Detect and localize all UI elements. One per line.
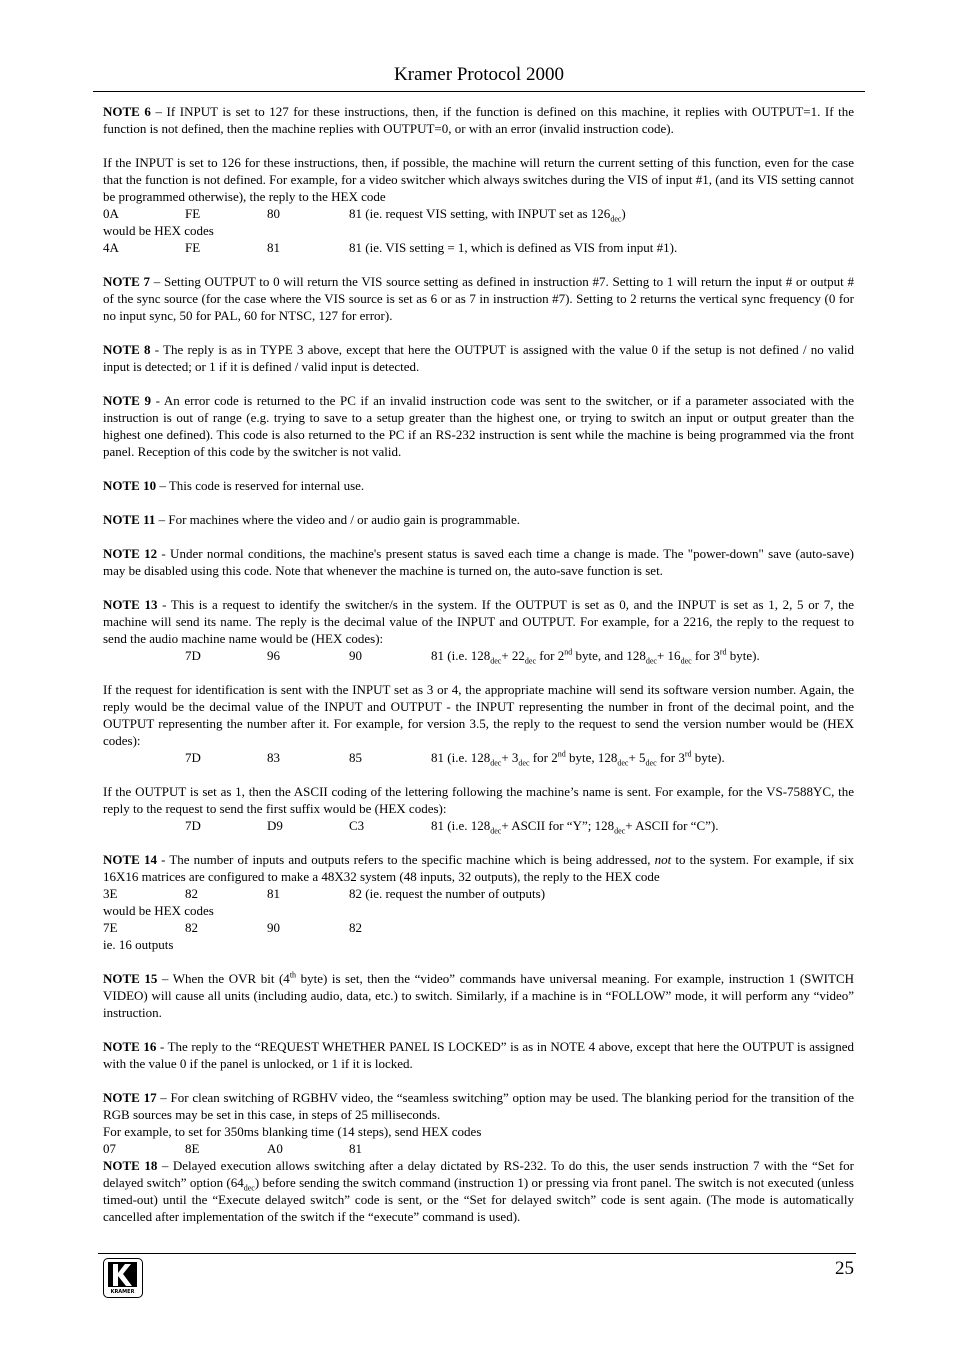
kramer-logo bbox=[103, 1258, 143, 1298]
note-label: NOTE 7 bbox=[103, 274, 151, 289]
note-13 bbox=[103, 596, 854, 647]
kramer-logo-icon bbox=[104, 1259, 141, 1296]
page-number: 25 bbox=[835, 1258, 854, 1279]
hex-cell: 0A bbox=[103, 206, 119, 221]
note-label: NOTE 8 bbox=[103, 342, 151, 357]
hex-explanation: 81 (i.e. $128_{dec}+ 3_{dec}$ for 2nd byte, $128_{dec}+ 5_{dec}$ for 3rd byte). bbox=[431, 749, 725, 768]
hex-cell: A0 bbox=[267, 1141, 283, 1156]
emphasis: not bbox=[654, 852, 672, 867]
note-label: NOTE 10 bbox=[103, 478, 157, 493]
note-text: – For machines where the video and / or audio gain is programmable. bbox=[155, 512, 520, 527]
note-8 bbox=[103, 341, 854, 375]
note-label: NOTE 14 bbox=[103, 852, 157, 867]
hex-row bbox=[185, 647, 854, 664]
hex-cell: 82 bbox=[185, 886, 198, 901]
note-label: NOTE 12 bbox=[103, 546, 158, 561]
hex-cell: 7D bbox=[185, 818, 201, 833]
hex-row bbox=[185, 817, 854, 834]
hex-cell: 3E bbox=[103, 886, 118, 901]
would-be-text: would be HEX codes bbox=[103, 903, 214, 918]
hex-cell: 7E bbox=[103, 920, 118, 935]
document-body bbox=[103, 103, 854, 1225]
note-7 bbox=[103, 273, 854, 324]
hex-cell: FE bbox=[185, 240, 201, 255]
note-text: - Under normal conditions, the machine's present status is saved each time a change is made. The "power-down" save (auto-save) may be disabled using this code. Note that whenever the machine is turned on, the auto-save function is set. bbox=[103, 546, 854, 578]
note-12 bbox=[103, 545, 854, 579]
hex-cell: D9 bbox=[267, 818, 283, 833]
note-label: NOTE 13 bbox=[103, 597, 158, 612]
note-text: – For clean switching of RGBHV video, the “seamless switching” option may be used. The blanking period for the transition of the RGB sources may be set in this case, in steps of 25 milliseconds. bbox=[103, 1090, 854, 1122]
note-14 bbox=[103, 851, 854, 885]
hex-explanation: 81 (ie. VIS setting = 1, which is defined as VIS from input #1). bbox=[349, 240, 678, 255]
hex-explanation: 81 (ie. request VIS setting, with INPUT set as $126_{dec}$) bbox=[349, 206, 626, 224]
note-16 bbox=[103, 1038, 854, 1072]
hex-cell: 90 bbox=[349, 648, 362, 663]
note-label: NOTE 18 bbox=[103, 1158, 158, 1173]
footer-divider bbox=[98, 1253, 856, 1254]
note-text: - The reply to the “REQUEST WHETHER PANEL IS LOCKED” is as in NOTE 4 above, except that here the OUTPUT is assigned with the value 0 if the panel is unlocked, or 1 if it is locked. bbox=[103, 1039, 854, 1071]
hex-explanation: 81 (i.e. $128_{dec}+$ ASCII for “Y”; $128_{dec}+$ ASCII for “C”). bbox=[431, 818, 719, 836]
note-label: NOTE 15 bbox=[103, 971, 158, 986]
note-text: – If INPUT is set to 127 for these instructions, then, if the function is defined on this machine, it replies with OUTPUT=1. If the function is not defined, then the machine replies with OUTPUT=0, or with an error (invalid instruction code). bbox=[103, 104, 854, 136]
hex-cell: 96 bbox=[267, 648, 280, 663]
hex-cell: 8E bbox=[185, 1141, 200, 1156]
hex-cell: 83 bbox=[267, 750, 280, 765]
note-18 bbox=[103, 1157, 854, 1225]
note-17 bbox=[103, 1089, 854, 1123]
hex-cell: 81 bbox=[349, 1141, 362, 1156]
hex-cell: 80 bbox=[267, 206, 280, 221]
note-text: to the system. For example, if six 16X16 matrices are configured to make a 48X32 system (48 inputs, 32 outputs), the reply to the HEX code bbox=[103, 852, 854, 884]
note-17-example: For example, to set for 350ms blanking time (14 steps), send HEX codes bbox=[103, 1124, 482, 1139]
note-6 bbox=[103, 103, 854, 137]
note-15 bbox=[103, 970, 854, 1021]
note-13-paragraph-3: If the OUTPUT is set as 1, then the ASCII coding of the lettering following the machine’s name is sent. For example, for the VS-7588YC, the reply to the request to send the first suffix would be (HEX codes): bbox=[103, 784, 854, 816]
note-text: – Setting OUTPUT to 0 will return the VIS source setting as defined in instruction #7. Setting to 1 will return the input # or output # of the sync source (for the case where the VIS source is set as 6 or as 7 in instruction #7). Setting to 2 returns the vertical sync frequency (0 for no input sync, 50 for PAL, 60 for NTSC, 127 for error). bbox=[103, 274, 854, 323]
note-text: - This is a request to identify the switcher/s in the system. If the OUTPUT is set as 0, and the INPUT is set as 1, 2, 5 or 7, the machine will send its name. The reply is the decimal value of the INPUT and OUTPUT. For example, for a 2216, the reply to the request to send the audio machine name would be (HEX codes): bbox=[103, 597, 854, 646]
hex-row bbox=[185, 749, 854, 766]
hex-cell: 4A bbox=[103, 240, 119, 255]
note-text: byte) is set, then the “video” commands have universal meaning. For example, instruction 1 (SWITCH VIDEO) will cause all units (including audio, data, etc.) to switch. Similarly, if a machine is in “FOLLOW” mode, it will perform any “video” instruction. bbox=[103, 971, 855, 1020]
hex-cell: C3 bbox=[349, 818, 365, 833]
hex-cell: 7D bbox=[185, 750, 201, 765]
note-9 bbox=[103, 392, 854, 460]
hex-explanation: 81 (i.e. $128_{dec}+ 22_{dec}$ for 2nd byte, and $128_{dec}+ 16_{dec}$ for 3rd byte). bbox=[431, 647, 760, 666]
note-text: - The reply is as in TYPE 3 above, except that here the OUTPUT is assigned with the value 0 if the setup is not defined / no valid input is detected; or 1 if it is defined / valid input is detected. bbox=[103, 342, 854, 374]
svg-text:KRAMER: KRAMER bbox=[110, 1289, 135, 1295]
hex-cell: 07 bbox=[103, 1141, 116, 1156]
hex-row bbox=[103, 919, 854, 936]
page-header-title: Kramer Protocol 2000 bbox=[394, 64, 564, 85]
note-6-paragraph-2: If the INPUT is set to 126 for these instructions, then, if possible, the machine will return the current setting of this function, even for the case that the function is not defined. For example, for a video switcher which always switches during the VIS of input #1, (and its VIS setting cannot be programmed otherwise), the reply to the HEX code bbox=[103, 155, 854, 204]
hex-cell: 90 bbox=[267, 920, 280, 935]
note-text: – When the OVR bit (4 bbox=[157, 971, 290, 986]
note-text: ) before sending the switch command (instruction 1) or pressing via front panel. The switch is not executed (unless timed-out) until the “Execute delayed switch” code is sent, or the “Set for delayed switch” code is sent again. (The mode is automatically cancelled after implementation of the switch if the “execute” command is used). bbox=[103, 1175, 854, 1224]
hex-row bbox=[103, 239, 854, 256]
note-10 bbox=[103, 477, 854, 494]
note-label: NOTE 9 bbox=[103, 393, 151, 408]
hex-explanation: 82 (ie. request the number of outputs) bbox=[349, 886, 546, 901]
note-label: NOTE 6 bbox=[103, 104, 151, 119]
note-14-tail: ie. 16 outputs bbox=[103, 937, 174, 952]
note-11 bbox=[103, 511, 854, 528]
hex-row bbox=[103, 885, 854, 902]
note-13-paragraph-2: If the request for identification is sent with the INPUT set as 3 or 4, the appropriate machine will send its software version number. Again, the reply would be the decimal value of the INPUT and OUTPUT - the INPUT representing the number in front of the decimal point, and the OUTPUT representing the number after it. For example, for version 3.5, the reply to the request to send the version number would be (HEX codes): bbox=[103, 682, 854, 748]
note-label: NOTE 16 bbox=[103, 1039, 157, 1054]
hex-row bbox=[103, 205, 854, 222]
note-text: - The number of inputs and outputs refers to the specific machine which is being addressed, bbox=[156, 852, 655, 867]
note-text: - An error code is returned to the PC if an invalid instruction code was sent to the switcher, or if a parameter associated with the instruction is out of range (e.g. trying to save to a setup greater than the highest one, or trying to switch an input or output greater than the highest one defined). This code is also returned to the PC if an RS-232 instruction is sent while the machine is being programmed via the front panel. Reception of this code by the switcher is not valid. bbox=[103, 393, 854, 459]
header-divider bbox=[93, 91, 865, 92]
hex-row bbox=[103, 1140, 854, 1157]
hex-cell: 7D bbox=[185, 648, 201, 663]
subscript: dec bbox=[243, 1183, 255, 1193]
note-text: – Delayed execution allows switching after a delay dictated by RS-232. To do this, the user sends instruction 7 with the “Set for delayed switch” option (64 bbox=[103, 1158, 855, 1190]
superscript: th bbox=[289, 970, 297, 980]
note-label: NOTE 17 bbox=[103, 1090, 157, 1105]
hex-cell: 81 bbox=[267, 886, 280, 901]
hex-cell: 82 bbox=[349, 920, 362, 935]
hex-cell: 81 bbox=[267, 240, 280, 255]
hex-cell: FE bbox=[185, 206, 201, 221]
hex-cell: 85 bbox=[349, 750, 362, 765]
would-be-text: would be HEX codes bbox=[103, 223, 214, 238]
note-text: – This code is reserved for internal use. bbox=[156, 478, 365, 493]
hex-cell: 82 bbox=[185, 920, 198, 935]
note-label: NOTE 11 bbox=[103, 512, 156, 527]
